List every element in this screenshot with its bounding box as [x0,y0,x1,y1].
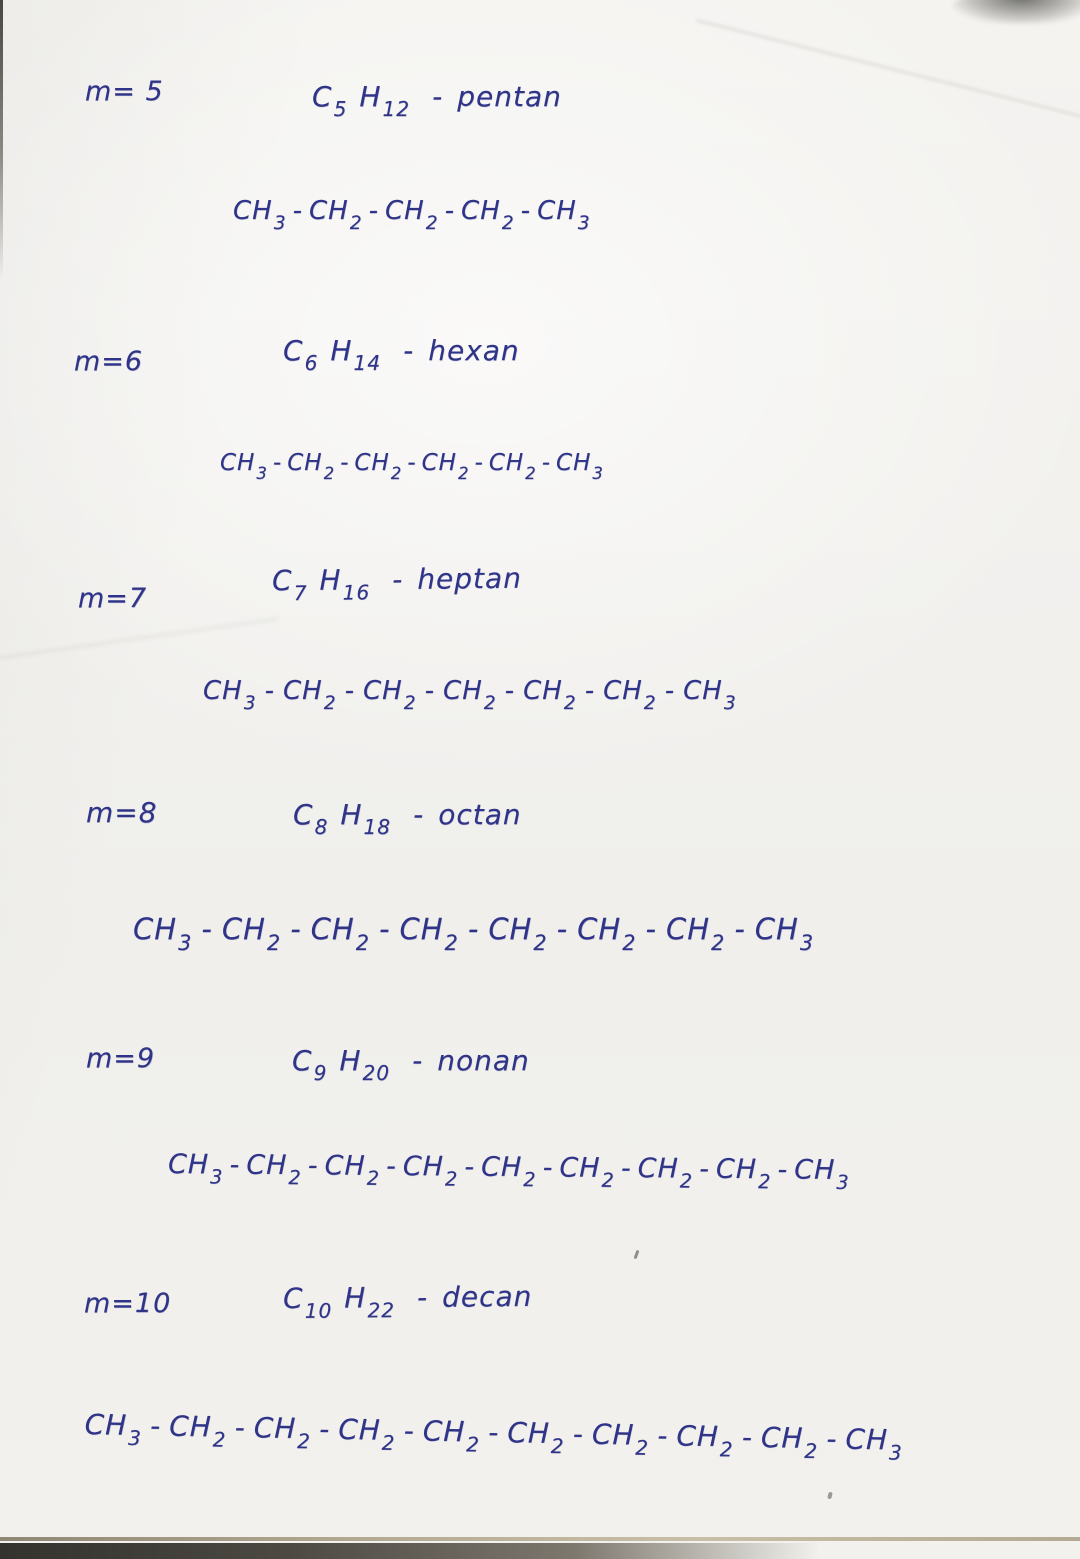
chain-unit: $CH_3$ [203,676,257,714]
chain-unit: $CH_2$ [603,676,657,714]
bond-dash: - [777,1154,789,1186]
stray-ink-dot [827,1492,833,1500]
chain-unit: $CH_3$ [754,912,815,955]
chain-unit: $CH_3$ [133,912,193,955]
chain-unit: $CH_3$ [683,676,737,714]
chain-unit: $CH_2$ [422,1414,481,1458]
carbon-count: $C_8$ [293,798,329,840]
chain-unit: $CH_2$ [443,676,497,714]
chain-unit: $CH_2$ [559,1152,615,1193]
chain-unit: $CH_3$ [794,1154,850,1195]
hydrogen-count: $H_{12}$ [359,80,411,122]
bond-dash: - [385,1150,397,1183]
hydrogen-count: $H_{16}$ [319,563,371,606]
paper-crease [696,19,1080,123]
m-value-label: m=8 [86,796,158,829]
chain-unit: $CH_3$ [537,196,591,234]
alkane-name: hexan [428,334,520,367]
carbon-count: $C_9$ [292,1044,328,1086]
chain-unit: $CH_2$ [715,1153,772,1194]
bond-dash: - [403,1414,416,1448]
chain-unit: $CH_2$ [363,676,417,714]
structural-formula [133,912,815,955]
bond-dash: - [542,1152,554,1184]
chain-unit: $CH_2$ [402,1151,459,1191]
paper-crease [0,618,279,665]
chain-unit: $CH_2$ [760,1420,819,1464]
dash: - [413,798,425,831]
structural-formula [203,676,737,714]
bond-dash: - [656,1418,669,1453]
bond-dash: - [556,912,569,946]
carbon-count: $C_7$ [271,564,308,606]
m-value-label: m= 5 [85,76,164,107]
carbon-count: $C_6$ [283,334,319,376]
chain-unit: $CH_2$ [637,1153,694,1193]
bond-dash: - [572,1417,585,1451]
paper-left-edge-shadow [0,0,3,280]
molecular-formula [293,798,522,840]
bond-dash: - [664,676,676,706]
chain-unit: $CH_2$ [523,676,577,714]
bond-dash: - [340,450,350,476]
chain-unit: $CH_2$ [507,1416,565,1459]
bond-dash: - [620,1152,632,1185]
bond-dash: - [234,1410,247,1445]
chain-unit: $CH_2$ [577,912,637,955]
chain-unit: $CH_2$ [480,1151,537,1192]
bond-dash: - [264,676,276,706]
bond-dash: - [407,450,417,476]
paper-top-right-smudge [952,0,1080,24]
bond-dash: - [504,676,516,706]
structural-formula [220,450,604,483]
hydrogen-count: $H_{20}$ [339,1044,391,1086]
paper-bottom-edge-shadow [0,1543,820,1559]
m-value-label: m=10 [84,1288,172,1319]
structural-formula [233,196,591,234]
bond-dash: - [424,676,436,706]
bond-dash: - [464,1151,476,1183]
molecular-formula [282,1279,533,1324]
dash: - [432,80,444,113]
chain-unit: $CH_2$ [287,450,336,483]
dash: - [416,1280,429,1314]
hydrogen-count: $H_{22}$ [344,1281,396,1323]
chain-unit: $CH_2$ [676,1419,734,1462]
chain-unit: $CH_2$ [354,450,403,483]
structural-formula [167,1149,850,1195]
hydrogen-count: $H_{14}$ [330,334,382,376]
bond-dash: - [379,912,391,946]
bond-dash: - [368,196,380,226]
chain-unit: $CH_3$ [233,196,287,234]
bond-dash: - [520,196,532,226]
chain-unit: $CH_3$ [220,450,268,483]
hydrogen-count: $H_{18}$ [340,798,392,840]
molecular-formula [292,1044,530,1086]
chain-unit: $CH_2$ [324,1150,381,1190]
alkane-name: octan [438,798,522,831]
bond-dash: - [149,1409,162,1443]
dash: - [412,1044,424,1077]
dash: - [403,334,415,367]
alkane-name: heptan [417,561,523,596]
bond-dash: - [734,912,746,946]
bond-dash: - [290,912,302,946]
chain-unit: $CH_2$ [310,912,371,955]
chain-unit: $CH_3$ [167,1149,224,1189]
bond-dash: - [645,912,657,946]
bond-dash: - [741,1420,754,1454]
m-value-label: m=6 [74,346,144,377]
paper-bottom-edge-line [0,1537,1080,1541]
bond-dash: - [307,1150,319,1182]
bond-dash: - [474,450,484,476]
chain-unit: $CH_2$ [283,676,337,714]
molecular-formula [271,561,523,606]
chain-unit: $CH_2$ [488,450,537,483]
chain-unit: $CH_2$ [591,1417,650,1461]
bond-dash: - [229,1149,241,1181]
chain-unit: $CH_2$ [461,196,515,234]
chain-unit: $CH_2$ [221,912,282,955]
bond-dash: - [272,450,283,476]
chain-unit: $CH_3$ [84,1408,143,1451]
chain-unit: $CH_2$ [665,912,726,955]
molecular-formula [312,80,562,122]
bond-dash: - [318,1412,331,1446]
chain-unit: $CH_2$ [385,196,439,234]
bond-dash: - [467,912,480,946]
dash: - [391,562,404,597]
bond-dash: - [292,196,304,226]
chain-unit: $CH_2$ [168,1409,227,1453]
alkane-name: decan [441,1279,533,1314]
bond-dash: - [444,196,456,226]
stray-pen-tick [634,1250,640,1259]
chain-unit: $CH_2$ [337,1412,396,1456]
m-value-label: m=7 [78,583,148,614]
structural-formula [84,1408,903,1466]
carbon-count: $C_{10}$ [282,1281,333,1324]
alkane-name: nonan [437,1044,530,1077]
bond-dash: - [201,912,213,946]
chain-unit: $CH_2$ [309,196,363,234]
chain-unit: $CH_2$ [246,1149,302,1190]
bond-dash: - [584,676,596,706]
chain-unit: $CH_2$ [253,1411,312,1454]
bond-dash: - [487,1415,500,1449]
chain-unit: $CH_2$ [488,912,548,955]
carbon-count: $C_5$ [312,80,348,122]
alkane-name: pentan [457,80,562,113]
bond-dash: - [826,1422,838,1456]
chain-unit: $CH_3$ [556,450,604,483]
bond-dash: - [344,676,356,706]
chain-unit: $CH_2$ [399,912,459,955]
bond-dash: - [699,1153,711,1185]
bond-dash: - [541,450,552,476]
m-value-label: m=9 [86,1043,156,1074]
chain-unit: $CH_2$ [421,450,470,483]
chain-unit: $CH_3$ [845,1422,903,1466]
molecular-formula [283,334,520,376]
